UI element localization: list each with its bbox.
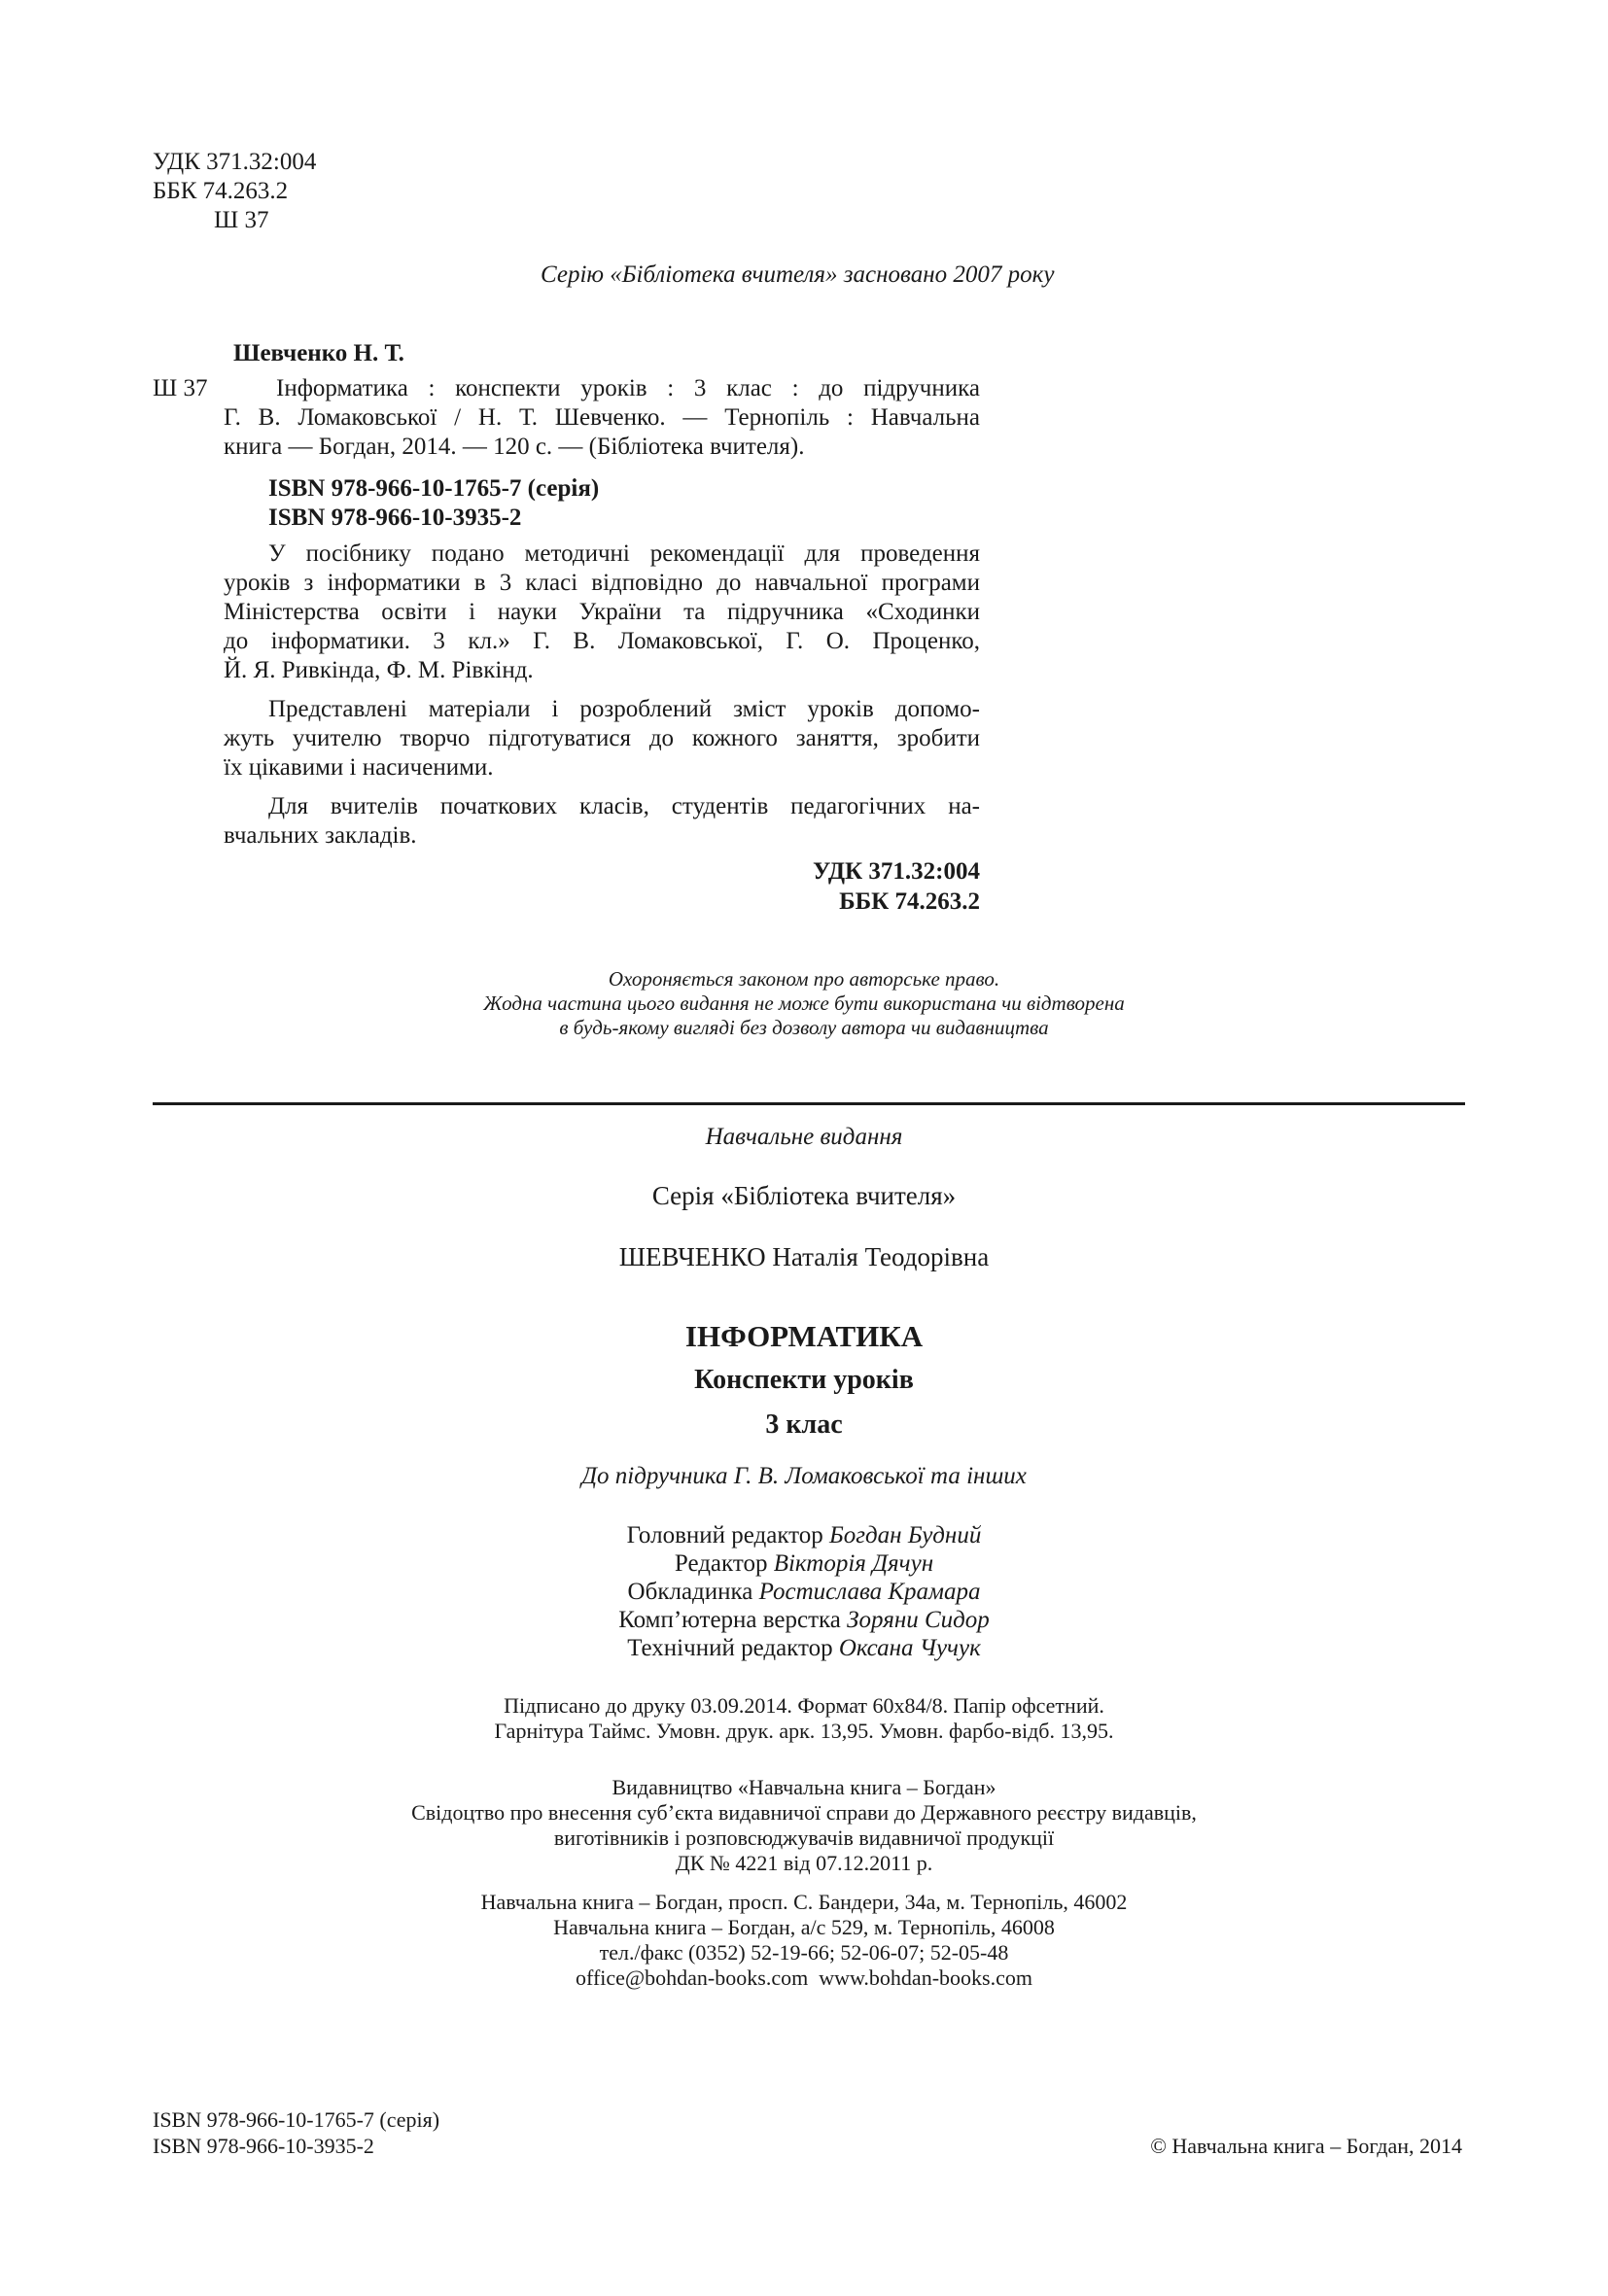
book-grade: 3 клас bbox=[765, 1409, 843, 1440]
bbk-code: ББК 74.263.2 bbox=[153, 178, 289, 204]
catalog-isbn-book: ISBN 978-966-10-3935-2 bbox=[268, 504, 522, 531]
publisher-info-line: виготівників і розповсюджувачів видавничої продукції bbox=[553, 1826, 1055, 1850]
credit-role: Технічний редактор bbox=[627, 1635, 833, 1661]
credit-line bbox=[0, 1634, 1608, 1663]
edition-type: Навчальне видання bbox=[705, 1124, 903, 1150]
credit-name: Оксана Чучук bbox=[838, 1635, 981, 1661]
catalog-mark: Ш 37 bbox=[153, 375, 208, 401]
credit-name: Вікторія Дячун bbox=[773, 1550, 934, 1577]
annotation-line: уроків з інформатики в 3 класі відповідно до навчальної програми bbox=[224, 570, 980, 596]
publisher-info-line: ДК № 4221 від 07.12.2011 р. bbox=[675, 1851, 933, 1875]
series-name: Серія «Бібліотека вчителя» bbox=[651, 1181, 957, 1210]
copyright-notice-line: Жодна частина цього видання не може бути використана чи відтворена bbox=[483, 991, 1125, 1015]
bottom-copyright: © Навчальна книга – Богдан, 2014 bbox=[1150, 2134, 1462, 2158]
contact-line: office@bohdan-books.com www.bohdan-books.com bbox=[576, 1966, 1032, 1990]
credit-name: Ростислава Крамара bbox=[758, 1579, 981, 1605]
print-info-line: Підписано до друку 03.09.2014. Формат 60х84/8. Папір офсетний. bbox=[504, 1693, 1104, 1718]
udk-code: УДК 371.32:004 bbox=[153, 149, 317, 175]
contact-line: Навчальна книга – Богдан, а/с 529, м. Тернопіль, 46008 bbox=[553, 1915, 1055, 1939]
annotation-line: У посібнику подано методичні рекомендації для проведення bbox=[268, 540, 980, 567]
contact-line: Навчальна книга – Богдан, просп. С. Бандери, 34а, м. Тернопіль, 46002 bbox=[480, 1890, 1128, 1914]
divider-rule bbox=[153, 1102, 1465, 1105]
book-title: ІНФОРМАТИКА bbox=[684, 1319, 924, 1353]
annotation-line: жуть учителю творчо підготуватися до кожного заняття, зробити bbox=[224, 725, 980, 751]
catalog-description-line: книга — Богдан, 2014. — 120 с. — (Бібліотека вчителя). bbox=[224, 434, 805, 460]
annotation-line: Міністерства освіти і науки України та підручника «Сходинки bbox=[224, 599, 980, 625]
copyright-notice-line: Охороняється законом про авторське право. bbox=[608, 967, 1000, 991]
credit-line bbox=[0, 1606, 1608, 1635]
annotation-line: Й. Я. Ривкінда, Ф. М. Рівкінд. bbox=[224, 657, 534, 683]
publisher-info-line: Видавництво «Навчальна книга – Богдан» bbox=[612, 1775, 996, 1799]
credit-name: Зоряни Сидор bbox=[847, 1607, 990, 1633]
credit-line bbox=[0, 1521, 1608, 1550]
catalog-udk: УДК 371.32:004 bbox=[813, 858, 980, 885]
book-subtitle: Конспекти уроків bbox=[694, 1365, 914, 1395]
credit-role: Редактор bbox=[674, 1550, 768, 1577]
series-note: Серію «Бібліотека вчителя» засновано 2007 року bbox=[541, 261, 1055, 288]
annotation-line: Представлені матеріали і розроблений зміст уроків допомо- bbox=[268, 696, 980, 722]
catalog-author-heading: Шевченко Н. Т. bbox=[233, 340, 404, 366]
credit-role: Головний редактор bbox=[626, 1522, 823, 1548]
publisher-info-line: Свідоцтво про внесення суб’єкта видавничої справи до Державного реєстру видавців, bbox=[411, 1800, 1197, 1825]
annotation-line: Для вчителів початкових класів, студентів педагогічних на- bbox=[268, 793, 980, 819]
print-info-line: Гарнітура Таймс. Умовн. друк. арк. 13,95. Умовн. фарбо-відб. 13,95. bbox=[494, 1719, 1114, 1743]
author-full-name: ШЕВЧЕНКО Наталія Теодорівна bbox=[618, 1242, 990, 1271]
annotation-line: вчальних закладів. bbox=[224, 822, 417, 849]
credit-line bbox=[0, 1549, 1608, 1579]
catalog-bbk: ББК 74.263.2 bbox=[839, 888, 980, 915]
catalog-description-line: Інформатика : конспекти уроків : 3 клас : до підручника bbox=[276, 375, 980, 401]
catalog-isbn-series: ISBN 978-966-10-1765-7 (серія) bbox=[268, 475, 600, 502]
annotation-line: їх цікавими і насиченими. bbox=[224, 754, 494, 781]
textbook-reference: До підручника Г. В. Ломаковської та інших bbox=[581, 1463, 1027, 1489]
contact-line: тел./факс (0352) 52-19-66; 52-06-07; 52-05-48 bbox=[599, 1940, 1009, 1965]
credit-role: Комп’ютерна верстка bbox=[618, 1607, 841, 1633]
catalog-description-line: Г. В. Ломаковської / Н. Т. Шевченко. — Тернопіль : Навчальна bbox=[224, 404, 980, 431]
bottom-isbn-book: ISBN 978-966-10-3935-2 bbox=[153, 2134, 374, 2158]
credit-name: Богдан Будний bbox=[829, 1522, 982, 1548]
annotation-line: до інформатики. 3 кл.» Г. В. Ломаковської, Г. О. Проценко, bbox=[224, 628, 980, 654]
copyright-notice-line: в будь-якому вигляді без дозволу автора чи видавництва bbox=[559, 1016, 1049, 1039]
author-mark: Ш 37 bbox=[214, 207, 269, 233]
bottom-isbn-series: ISBN 978-966-10-1765-7 (серія) bbox=[153, 2107, 440, 2132]
credit-role: Обкладинка bbox=[627, 1579, 753, 1605]
credit-line bbox=[0, 1578, 1608, 1607]
